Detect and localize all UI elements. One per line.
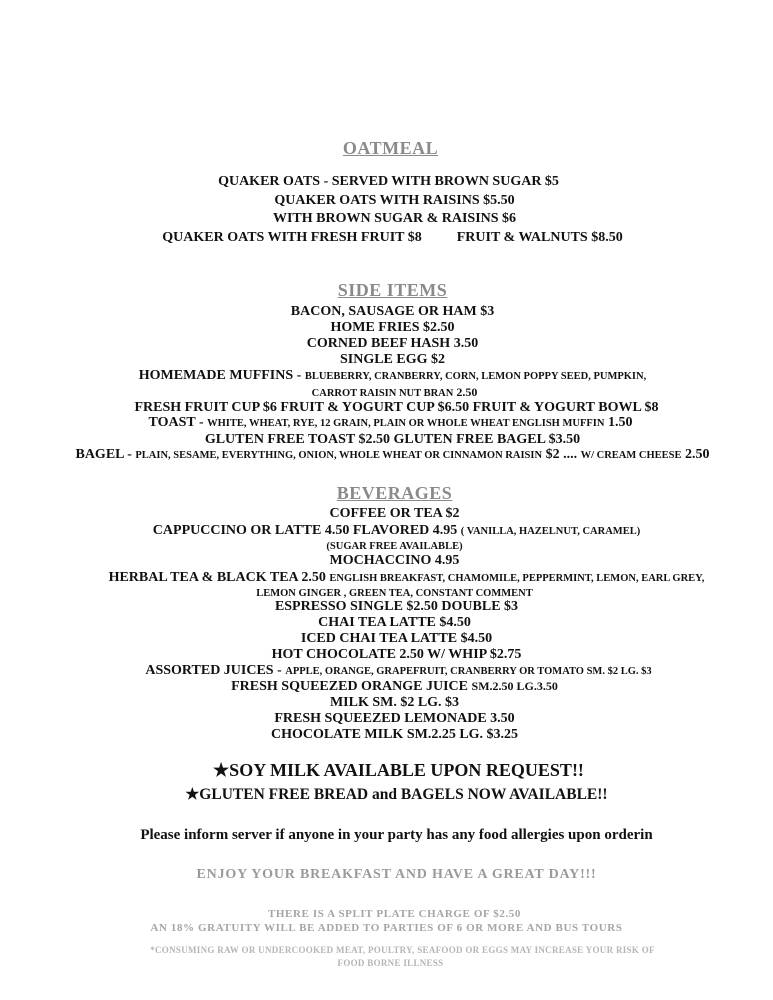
bagel-price: $2 ....	[542, 447, 581, 462]
raw-food-warning-cont: FOOD BORNE ILLNESS	[337, 958, 444, 968]
muffins-flavors: BLUEBERRY, CRANBERRY, CORN, LEMON POPPY SEED, PUMPKIN,	[304, 371, 647, 382]
muffins-price: 2.50	[453, 385, 478, 399]
side-item-fruit: FRESH FRUIT CUP $6 FRUIT & YOGURT CUP $6.50 FRUIT & YOGURT BOWL $8	[134, 400, 659, 415]
side-items-heading: SIDE ITEMS	[337, 280, 448, 300]
side-item: BACON, SAUSAGE OR HAM $3	[290, 304, 495, 319]
beverage-item: MILK SM. $2 LG. $3	[329, 695, 460, 710]
oatmeal-item: QUAKER OATS WITH RAISINS $5.50	[274, 193, 515, 208]
oatmeal-heading: OATMEAL	[342, 138, 439, 158]
herbal-tea-price: HERBAL TEA & BLACK TEA 2.50	[108, 570, 330, 585]
toast-price: 1.50	[604, 415, 633, 430]
oj-label: FRESH SQUEEZED ORANGE JUICE	[231, 679, 472, 694]
beverage-item: CHAI TEA LATTE $4.50	[318, 615, 471, 630]
oatmeal-item	[6, 229, 773, 247]
cappuccino-price: CAPPUCCINO OR LATTE 4.50 FLAVORED 4.95	[152, 523, 461, 538]
enjoy-message: ENJOY YOUR BREAKFAST AND HAVE A GREAT DAY!!!	[196, 867, 597, 882]
sugar-free-note: (SUGAR FREE AVAILABLE)	[326, 541, 463, 552]
gluten-free-notice: ★GLUTEN FREE BREAD and BAGELS NOW AVAILABLE!!	[185, 786, 608, 803]
oj-prices: SM.2.50 LG.3.50	[471, 679, 558, 693]
oatmeal-item: WITH BROWN SUGAR & RAISINS $6	[272, 211, 517, 226]
muffins-flavors-cont: CARROT RAISIN NUT BRAN	[311, 388, 454, 399]
beverage-item: ICED CHAI TEA LATTE $4.50	[300, 631, 493, 646]
gratuity-notice: AN 18% GRATUITY WILL BE ADDED TO PARTIES OF 6 OR MORE AND BUS TOURS	[150, 922, 623, 934]
oatmeal-item: QUAKER OATS - SERVED WITH BROWN SUGAR $5	[218, 174, 559, 189]
side-item: HOME FRIES $2.50	[330, 320, 455, 335]
cappuccino-flavors: ( VANILLA, HAZELNUT, CARAMEL)	[460, 526, 641, 537]
beverage-item: HOT CHOCOLATE 2.50 W/ WHIP $2.75	[271, 647, 522, 662]
side-item-bagel	[6, 446, 773, 465]
beverage-item: CHOCOLATE MILK SM.2.25 LG. $3.25	[270, 727, 519, 742]
herbal-tea-varieties: ENGLISH BREAKFAST, CHAMOMILE, PEPPERMINT, LEMON, EARL GREY,	[329, 573, 705, 584]
soy-milk-notice: ★SOY MILK AVAILABLE UPON REQUEST!!	[213, 760, 584, 780]
toast-options: WHITE, WHEAT, RYE, 12 GRAIN, PLAIN OR WHOLE WHEAT ENGLISH MUFFIN	[207, 418, 605, 429]
side-item-gluten-free: GLUTEN FREE TOAST $2.50 GLUTEN FREE BAGEL $3.50	[204, 432, 581, 447]
juices-options: APPLE, ORANGE, GRAPEFRUIT, CRANBERRY OR TOMATO SM. $2 LG. $3	[285, 666, 652, 677]
beverage-item: MOCHACCINO 4.95	[329, 553, 460, 568]
beverage-item: ESPRESSO SINGLE $2.50 DOUBLE $3	[274, 599, 519, 614]
beverages-heading: BEVERAGES	[336, 483, 453, 503]
beverage-item: COFFEE OR TEA $2	[329, 506, 460, 521]
oatmeal-item-fresh-fruit: QUAKER OATS WITH FRESH FRUIT $8	[162, 230, 422, 245]
herbal-tea-varieties-cont: LEMON GINGER , GREEN TEA, CONSTANT COMMENT	[256, 588, 533, 599]
bagel-label: BAGEL -	[75, 447, 136, 462]
bagel-cream-cheese-price: 2.50	[681, 447, 710, 462]
bagel-cream-cheese: W/ CREAM CHEESE	[580, 450, 682, 461]
allergy-notice: Please inform server if anyone in your party has any food allergies upon orderin	[140, 827, 653, 843]
juices-label: ASSORTED JUICES -	[145, 663, 286, 678]
bagel-options: PLAIN, SESAME, EVERYTHING, ONION, WHOLE WHEAT OR CINNAMON RAISIN	[135, 450, 543, 461]
beverage-item: FRESH SQUEEZED LEMONADE 3.50	[274, 711, 515, 726]
oatmeal-item-walnuts: FRUIT & WALNUTS $8.50	[456, 230, 623, 245]
raw-food-warning: *CONSUMING RAW OR UNDERCOOKED MEAT, POULTRY, SEAFOOD OR EGGS MAY INCREASE YOUR RISK OF	[150, 945, 655, 955]
split-plate-notice: THERE IS A SPLIT PLATE CHARGE OF $2.50	[267, 908, 522, 920]
muffins-label: HOMEMADE MUFFINS -	[138, 368, 305, 383]
side-item: CORNED BEEF HASH 3.50	[306, 336, 479, 351]
side-item: SINGLE EGG $2	[339, 352, 446, 367]
toast-label: TOAST -	[148, 415, 208, 430]
